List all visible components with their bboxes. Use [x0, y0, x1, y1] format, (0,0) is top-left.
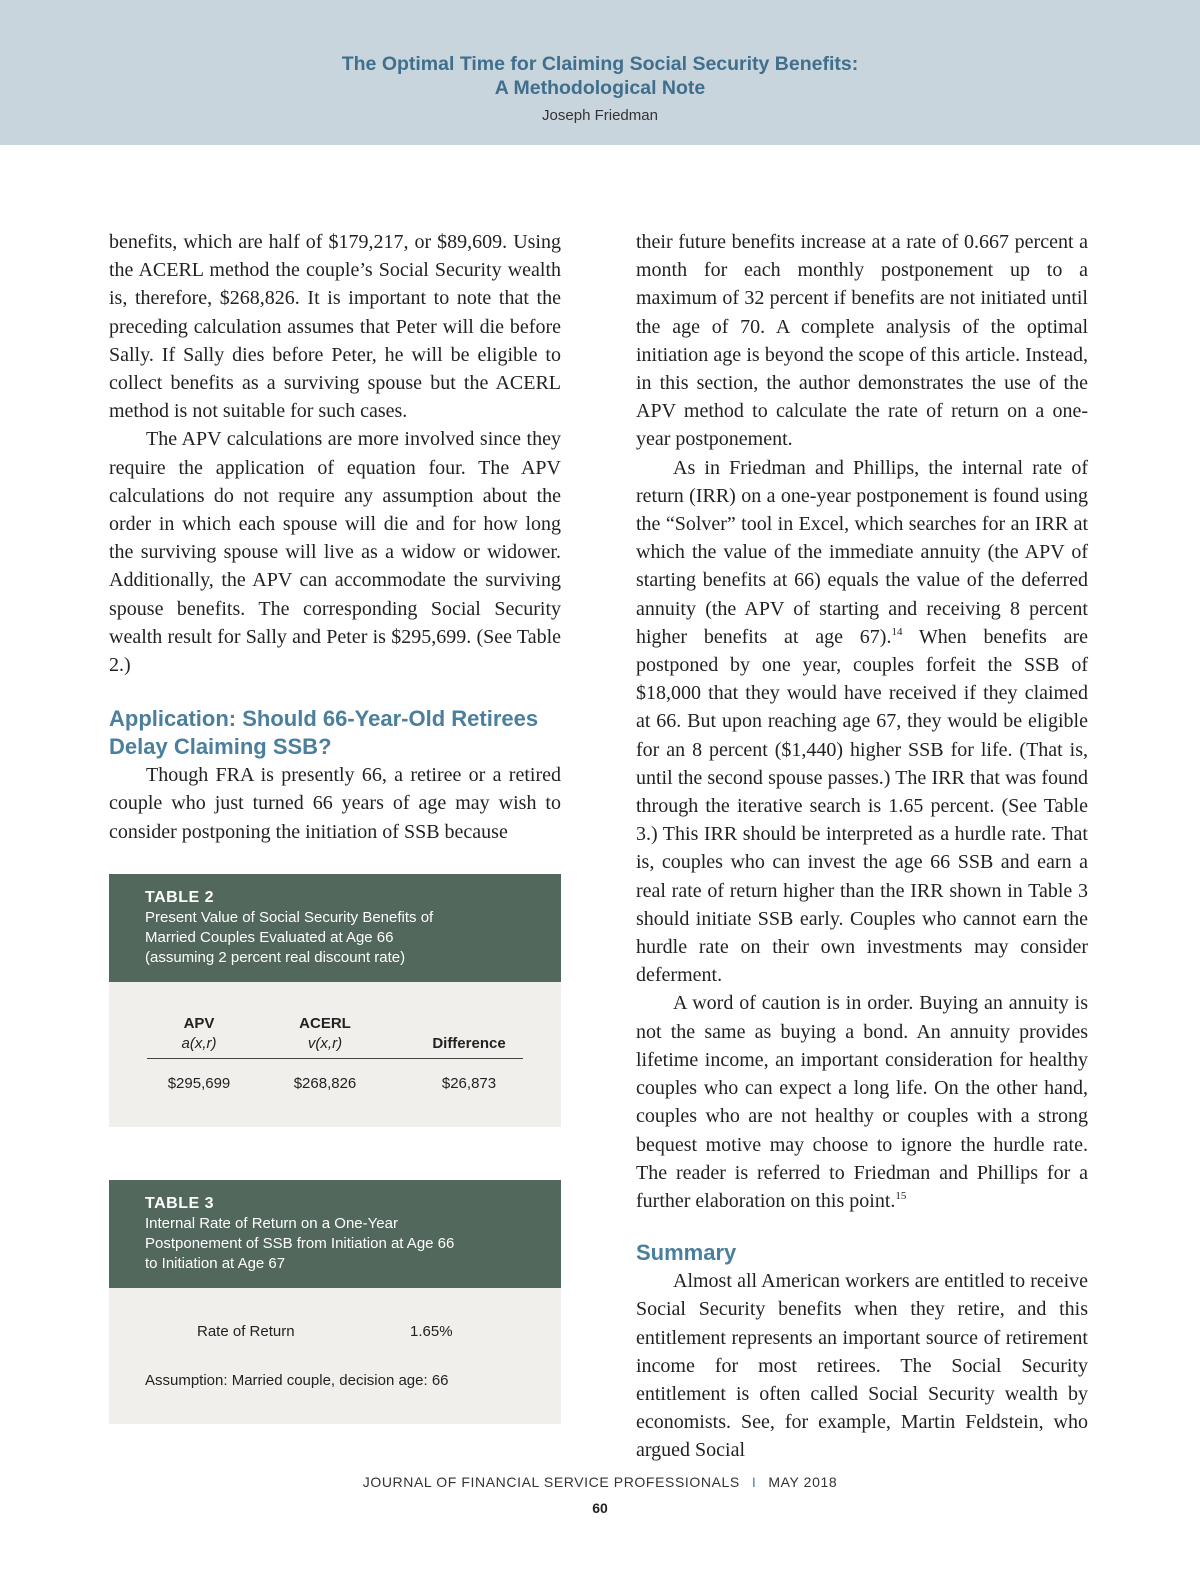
paragraph: The APV calculations are more involved since they require the application of equation four. The APV calculations do not require any assumption about the order in which each spouse will die and for how long the surviving spouse will live as a widow or widower. Additionally, the APV can accommodate the surviving spouse benefits. The corresponding Social Security wealth result for Sally and Peter is $295,699. (See Table 2.) [109, 428, 561, 677]
table-2-header [109, 874, 561, 982]
table-3-row-label: Rate of Return [197, 1323, 295, 1340]
table-3-caption: Postponement of SSB from Initiation at Age 66 [145, 1235, 455, 1252]
running-footer [0, 1474, 1200, 1490]
footnote-ref-14[interactable]: 14 [891, 625, 903, 638]
table-3-assumption: Assumption: Married couple, decision age: 66 [145, 1372, 449, 1389]
paragraph: Though FRA is presently 66, a retiree or a retired couple who just turned 66 years of age may wish to consider postponing the initiation of SSB because [109, 764, 561, 843]
table-3-caption: to Initiation at Age 67 [145, 1255, 286, 1272]
paragraph [636, 989, 1088, 1215]
paragraph: Almost all American workers are entitled to receive Social Security benefits when they retire, and this entitlement represents an important source of retirement income for most retirees. The Social Security entitlement is often called Social Security wealth by economists. See, for example, Martin Feldstein, who argued Social [636, 1270, 1088, 1462]
paragraph-text: As in Friedman and Phillips, the internal rate of return (IRR) on a one-year postponement is found using the “Solver” tool in Excel, which searches for an IRR at which the value of the immediate annuity (the APV of starting benefits at 66) equals the value of the deferred annuity (the APV of starting and receiving 8 percent higher benefits at age 67). [636, 456, 1088, 648]
footer-separator: I [751, 1474, 757, 1490]
journal-name: JOURNAL OF FINANCIAL SERVICE PROFESSIONALS [362, 1474, 740, 1490]
section-heading-summary: Summary [636, 1240, 737, 1266]
table-2-caption: Married Couples Evaluated at Age 66 [145, 929, 394, 946]
paragraph: benefits, which are half of $179,217, or $89,609. Using the ACERL method the couple’s Social Security wealth is, therefore, $268,826. It is important to note that the preceding calculation assumes that Peter will die before Sally. If Sally dies before Peter, he will be eligible to collect benefits as a surviving spouse but the ACERL method is not suitable for such cases. [109, 231, 561, 423]
article-title-line1: The Optimal Time for Claiming Social Security Benefits: [341, 53, 859, 75]
table-2-cell-apv: $295,699 [167, 1075, 231, 1092]
table-3-header [109, 1180, 561, 1288]
issue-date: MAY 2018 [768, 1474, 838, 1490]
article-title-line2: A Methodological Note [494, 77, 706, 99]
table-2-col-apv-sub: a(x,r) [181, 1035, 217, 1052]
left-column-text [109, 228, 561, 846]
table-3-label: TABLE 3 [145, 1195, 214, 1212]
paragraph-text: When benefits are postponed by one year, couples forfeit the SSB of $18,000 that they would have received if they claimed at 66. But upon reaching age 67, they would be eligible for an 8 percent ($1,440) higher SSB for life. (That is, until the second spouse passes.) The IRR that was found through the iterative search is 1.65 percent. (See Table 3.) This IRR should be interpreted as a hurdle rate. That is, couples who can invest the age 66 SSB and earn a real rate of return higher than the IRR shown in Table 3 should initiate SSB early. Couples who cannot earn the hurdle rate on their own investments may consider deferment. [636, 625, 1088, 987]
paragraph: their future benefits increase at a rate of 0.667 percent a month for each monthly postponement up to a maximum of 32 percent if benefits are not initiated until the age of 70. A complete analysis of the optimal initiation age is beyond the scope of this article. Instead, in this section, the author demonstrates the use of the APV method to calculate the rate of return on a one-year postponement. [636, 231, 1088, 451]
page-number: 60 [592, 1500, 608, 1516]
table-2-cell-acerl: $268,826 [293, 1075, 357, 1092]
section-heading-line: Delay Claiming SSB? [109, 734, 332, 760]
table-3 [109, 1180, 561, 1424]
section-heading-application [109, 705, 561, 761]
table-3-caption: Internal Rate of Return on a One-Year [145, 1215, 398, 1232]
table-2-rule [147, 1058, 523, 1059]
table-3-row-value: 1.65% [410, 1323, 453, 1340]
running-header [0, 0, 1200, 145]
table-2-col-acerl-header: ACERL [299, 1015, 351, 1032]
table-2-col-difference-header: Difference [432, 1035, 506, 1052]
right-column-text [636, 228, 1088, 1465]
table-2 [109, 874, 561, 1127]
table-2-caption: (assuming 2 percent real discount rate) [145, 949, 406, 966]
table-2-col-acerl-sub: v(x,r) [307, 1035, 343, 1052]
footnote-ref-15[interactable]: 15 [895, 1189, 907, 1202]
paragraph [636, 454, 1088, 990]
table-2-cell-difference: $26,873 [441, 1075, 497, 1092]
section-heading-line: Application: Should 66-Year-Old Retirees [109, 706, 539, 732]
table-2-caption: Present Value of Social Security Benefits of [145, 909, 434, 926]
table-2-label: TABLE 2 [145, 889, 214, 906]
paragraph-text: A word of caution is in order. Buying an annuity is not the same as buying a bond. An annuity provides lifetime income, an important consideration for healthy couples who can expect a long life. On the other hand, couples who are not healthy or couples with a strong bequest motive may choose to ignore the hurdle rate. The reader is referred to Friedman and Phillips for a further elaboration on this point. [636, 992, 1088, 1212]
article-author: Joseph Friedman [542, 107, 658, 124]
table-2-col-apv-header: APV [183, 1015, 215, 1032]
